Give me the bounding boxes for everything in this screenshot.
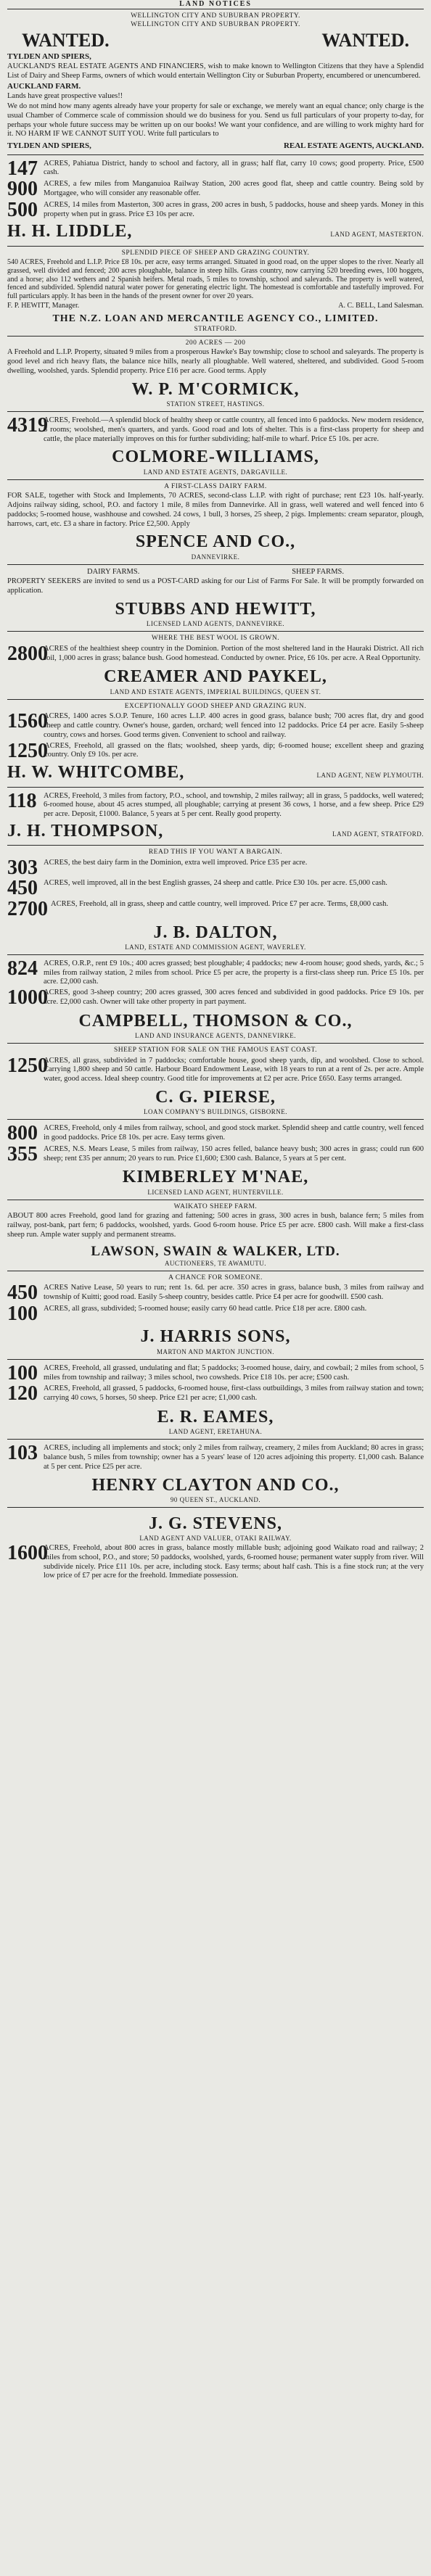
listing xyxy=(7,416,424,444)
ad-stevens xyxy=(7,1508,424,1585)
acres-figure: 120 xyxy=(7,1382,38,1405)
listing-text: ACRES, all grass, subdivided in 7 paddocks; comfortable house, good sheep yards, dip, and woolshed. Close to school. Carrying 1,800 sheep and 50 cattle. Harbour Board Endowment Lease, with 18 years to run at a rent of 2s. per acre. Ample water, good access. Ideal sheep country. Good title for improvements at £2 per acre. Price £650. Easy terms arranged. xyxy=(44,1056,424,1083)
ad-subheading: AUCKLAND FARM. xyxy=(7,81,81,91)
ad-kicker: SHEEP FARMS. xyxy=(292,567,344,576)
ad-signoff xyxy=(7,302,424,310)
firm-name: J. H. THOMPSON, xyxy=(7,821,164,841)
firm-row xyxy=(7,762,424,783)
ad-creamer-paykel xyxy=(7,632,424,699)
firm-address: LAND AGENT, NEW PLYMOUTH. xyxy=(316,772,424,780)
ad-kicker: DAIRY FARMS. xyxy=(87,567,140,576)
firm-address: LAND AGENT, ERETAHUNA. xyxy=(168,1428,263,1436)
acres-figure: 1600 xyxy=(7,1542,48,1564)
firm-address: LAND, ESTATE AND COMMISSION AGENT, WAVERLEY. xyxy=(125,943,306,951)
firm-address: STRATFORD. xyxy=(194,325,237,333)
acres-figure: 4319 xyxy=(7,414,48,437)
firm-name: H. W. WHITCOMBE, xyxy=(7,763,185,783)
signoff-right: REAL ESTATE AGENTS, AUCKLAND. xyxy=(283,141,424,151)
listing xyxy=(7,642,424,665)
ad-campbell-thomson xyxy=(7,955,424,1044)
ad-stubbs-hewitt xyxy=(7,565,424,632)
listing xyxy=(7,739,424,762)
listing-text: ACRES, good 3-sheep country; 200 acres grassed, 300 acres fenced and subdivided in good paddocks. Price £9 10s. per acre. £2,000 cash. Owner will take other property in part payment. xyxy=(44,988,424,1006)
listing-text: ACRES, including all implements and stock; only 2 miles from railway, creamery, 2 miles from Auckland; 80 acres in grass; balance bush, 5 miles from township; owner has a 5 years' lease of 120 acres adjoining this property. £1,000 cash. Balance at 5 per cent. Price £25 per acre. xyxy=(44,1444,424,1471)
ad-paragraph: A Freehold and L.I.P. Property, situated 9 miles from a prosperous Hawke's Bay township; close to school and saleyards. The property is good level and rich heavy flats, the balance nice hills, nearly all ploughable. Well watered, sheltered, and subdivided. Good 5-room dwelling, woolshed, yards. Splendid property. Price £16 per acre. Good terms. Apply xyxy=(7,348,424,375)
ad-kicker: WHERE THE BEST WOOL IS GROWN. xyxy=(151,635,280,643)
ad-spence xyxy=(7,480,424,565)
ad-kicker: WELLINGTON CITY AND SUBURBAN PROPERTY. xyxy=(131,12,300,20)
listing-text: ACRES, Freehold, all grassed on the flats; woolshed, sheep yards, dip; 6-roomed house; excellent sheep and grazing country. Only £9 10s. per acre. xyxy=(44,741,424,759)
listing xyxy=(7,1054,424,1084)
listing-text: ACRES, well improved, all in the best English grasses, 24 sheep and cattle. Price £30 10s. per acre. £5,000 cash. xyxy=(44,879,387,888)
listing-text: ACRES of the healthiest sheep country in the Dominion. Portion of the most sheltered land in the Hauraki District. All rich soil, 1,000 acres in grass; balance bush. Good homestead. Conducted by owner. Price, £6 10s. per acre. A Real Opportunity. xyxy=(44,644,424,662)
listing-text: ACRES, Freehold, about 800 acres in grass, balance mostly millable bush; adjoining good Waikato road and railway; 2 miles from school, P.O., and store; 50 paddocks, woolshed, yards, 6-roomed house; permanent water supply from river. Will subdivide nicely. Price £11 10s. per acre, including stock. Easy terms; about half cash. This is a fine stock run; at the very low price of £7 per acre for the freehold. Immediate possession. xyxy=(44,1544,424,1580)
acres-figure: 500 xyxy=(7,198,38,221)
acres-figure: 100 xyxy=(7,1302,38,1325)
firm-name: CAMPBELL, THOMSON & CO., xyxy=(78,1011,353,1031)
firm-address: LICENSED LAND AGENT, HUNTERVILLE. xyxy=(147,1188,284,1196)
acres-figure: 1560 xyxy=(7,710,48,733)
acres-figure: 450 xyxy=(7,877,38,900)
listing-text: ACRES, Freehold, all grassed, undulating and flat; 5 paddocks; 3-roomed house, dairy, and cowbail; 2 miles from school, 5 miles from township and railway; 3 miles school, two cowsheds. Price £18 10s. per acre; £500 cash. xyxy=(44,1363,424,1382)
ad-paragraph: PROPERTY SEEKERS are invited to send us a POST-CARD asking for our List of Farms For Sale. It will be promptly forwarded on application. xyxy=(7,577,424,595)
wanted-right: WANTED. xyxy=(321,30,409,51)
signoff-right: A. C. BELL, Land Salesman. xyxy=(338,301,424,310)
ad-paragraph: AUCKLAND'S REAL ESTATE AGENTS AND FINANCIERS, wish to make known to Wellington Citizens that they have a Splendid List of Dairy and Sheep Farms, owners of which would entertain Wellington City or Suburban Property, encumbered or unencumbered. xyxy=(7,62,424,80)
ad-eames xyxy=(7,1360,424,1440)
ad-pierse xyxy=(7,1044,424,1120)
ad-harris-sons xyxy=(7,1271,424,1360)
ad-liddle xyxy=(7,155,424,247)
listing xyxy=(7,180,424,199)
listing xyxy=(7,712,424,740)
ad-thompson xyxy=(7,788,424,846)
firm-name: H. H. LIDDLE, xyxy=(7,222,133,242)
acres-figure: 450 xyxy=(7,1281,38,1305)
acres-figure: 2700 xyxy=(7,897,48,920)
listing xyxy=(7,1302,424,1325)
listing-text: ACRES, Freehold, only 4 miles from railway, school, and good stock market. Splendid sheep and cattle country, well fenced in good paddocks. Price £8 10s. per acre. Easy terms given. xyxy=(44,1124,424,1142)
listing xyxy=(7,198,424,221)
ad-lawson-swain xyxy=(7,1200,424,1271)
firm-address: MARTON AND MARTON JUNCTION. xyxy=(156,1347,275,1355)
ad-paragraph: 540 ACRES, Freehold and L.I.P. Price £8 10s. per acre, easy terms arranged. Situated in good road, on the upper slopes to the river. Nearly all grassed, well divided and fenced; 200 acres ploughable, balance in steep hills. Grass country, now carrying 520 breeding ewes, 100 hoggets, and a horse; also 112 wethers and 2 Spanish heifers. Metal roads, 5 miles to township, school and saleyards. The property is well watered, fenced and subdivided. Splendid natural water power for generating electric light. The homestead is comfortable and tastefully improved. For full particulars apply. It has been in the hands of the present owner for over 20 years. xyxy=(7,257,424,301)
firm-name: C. G. PIERSE, xyxy=(155,1087,276,1107)
firm-address: STATION STREET, HASTINGS. xyxy=(166,400,265,408)
firm-name: W. P. M'CORMICK, xyxy=(131,379,300,399)
listing xyxy=(7,1124,424,1144)
listing-text: ACRES, N.S. Mears Lease, 5 miles from railway, 150 acres felled, balance heavy bush; 300 acres in grass; could run 600 sheep; rent £35 per annum; 20 years to run. Price £1,600; £300 cash. Balance, 5 years at 5 per cent. xyxy=(44,1144,424,1163)
ad-paragraph: We do not mind how many agents already have your property for sale or exchange, we merely want an equal chance; only charge is the usual Chamber of Commerce scale of commission should we do business for you. Send us full particulars of your property to-day, for perhaps your whole future success may be written up on our books! We want your confidence, and are willing to work mighty hard for it. NO HARM IF WE CANNOT SUIT YOU. Write full particulars to xyxy=(7,102,424,139)
firm-address: LAND AGENT AND VALUER, OTAKI RAILWAY. xyxy=(139,1535,292,1543)
listing xyxy=(7,879,424,899)
newspaper-page xyxy=(7,0,424,1590)
signoff-left: TYLDEN AND SPIERS, xyxy=(7,141,91,151)
firm-row xyxy=(7,821,424,842)
listing xyxy=(7,157,424,180)
acres-figure: 147 xyxy=(7,157,38,180)
firm-address: LAND AND ESTATE AGENTS, DARGAVILLE. xyxy=(143,468,288,476)
firm-address: LAND AGENT, MASTERTON. xyxy=(330,231,424,239)
firm-line: TYLDEN AND SPIERS, xyxy=(7,51,91,61)
listing xyxy=(7,856,424,879)
acres-figure: 824 xyxy=(7,957,38,980)
firm-name: THE N.Z. LOAN AND MERCANTILE AGENCY CO., LIMITED. xyxy=(52,313,379,324)
ad-colmore-williams xyxy=(7,412,424,480)
wanted-left: WANTED. xyxy=(22,30,110,51)
listing xyxy=(7,1544,424,1581)
acres-figure: 118 xyxy=(7,789,37,812)
firm-address: LOAN COMPANY'S BUILDINGS, GISBORNE. xyxy=(143,1108,288,1116)
acres-figure: 355 xyxy=(7,1142,38,1165)
acres-figure: 103 xyxy=(7,1442,38,1465)
listing-text: ACRES, Pahiatua District, handy to school and factory, all in grass; half flat, carry 10 cows; good property. Price, £500 cash. xyxy=(44,159,424,177)
signoff-left: F. P. HEWITT, Manager. xyxy=(7,301,80,310)
firm-address: LAND AND INSURANCE AGENTS, DANNEVIRKE. xyxy=(135,1032,296,1040)
ad-kicker: A CHANCE FOR SOMEONE. xyxy=(168,1273,263,1281)
listing-text: ACRES, Freehold, all grassed, 5 paddocks, 6-roomed house, first-class outbuildings, 3 miles from railway station and town; carrying 40 cows, 5 horses, 50 sheep. Price £21 per acre; £1,000 cash. xyxy=(44,1384,424,1403)
ad-kicker-row xyxy=(7,568,424,577)
ad-kicker: 200 ACRES — 200 xyxy=(185,339,246,347)
acres-figure: 1250 xyxy=(7,739,48,762)
listing-text: ACRES, 1400 acres S.O.P. Tenure, 160 acres L.I.P. 400 acres in good grass, balance bush; 700 acres flat, dry and good sheep and cattle country. Owner's house, garden, orchard; well fenced into 12 paddocks. Price £4 per acre. Easily 5-sheep country, cows and horses. Good terms given. Convenient to school and railway. xyxy=(44,712,424,739)
listing-text: ACRES, Freehold.—A splendid block of healthy sheep or cattle country, all fenced into 6 paddocks. New modern residence, 8 rooms; woolshed, men's quarters, and yards. Good road and lots of shelter. This is a first-class property for sheep and cattle, the place materially improves on this for further subdividing; half-mile to wharf. Price £5 10s. per acre. xyxy=(44,416,424,443)
ad-nz-loan xyxy=(7,247,424,337)
ad-kimberley-mnae xyxy=(7,1120,424,1200)
firm-name: CREAMER AND PAYKEL, xyxy=(104,667,327,687)
listing xyxy=(7,1281,424,1305)
ad-kicker: SHEEP STATION FOR SALE ON THE FAMOUS EAST COAST. xyxy=(113,1046,318,1054)
firm-address: DANNEVIRKE. xyxy=(191,553,240,561)
ad-kicker: EXCEPTIONALLY GOOD SHEEP AND GRAZING RUN. xyxy=(124,702,307,710)
firm-row xyxy=(7,221,424,242)
acres-figure: 800 xyxy=(7,1122,38,1145)
listing xyxy=(7,1444,424,1471)
page-header: LAND NOTICES xyxy=(7,0,424,9)
firm-name: J. G. STEVENS, xyxy=(148,1514,283,1533)
listing xyxy=(7,897,424,920)
firm-name: E. R. EAMES, xyxy=(157,1407,274,1427)
ad-mccormick xyxy=(7,337,424,412)
firm-name: LAWSON, SWAIN & WALKER, LTD. xyxy=(91,1243,340,1259)
listing-text: ACRES, Freehold, 3 miles from factory, P.O., school, and township, 2 miles railway; all in grass, 5 paddocks, well watered; 6-roomed house, about 45 acres stumped, all ploughable; carrying at present 36 cows, 1 horse, and a few sheep. Price £29 per acre. Deposit, £1000. Balance, 5 years at 5 per cent. Really good property. xyxy=(44,791,424,819)
listing-text: ACRES, all grass, subdivided; 5-roomed house; easily carry 60 head cattle. Price £18 per acre. £800 cash. xyxy=(44,1304,367,1313)
listing xyxy=(7,988,424,1008)
ad-kicker: WELLINGTON CITY AND SUBURBAN PROPERTY. xyxy=(131,20,300,28)
listing-text: ACRES, a few miles from Manganuioa Railway Station, 200 acres good flat, sheep and cattle country. Being sold by Mortgagee, who will consider any reasonable offer. xyxy=(44,180,424,198)
ad-tylden-spiers xyxy=(7,9,424,155)
ad-kicker: READ THIS IF YOU WANT A BARGAIN. xyxy=(148,849,283,856)
listing xyxy=(7,1384,424,1404)
firm-address: LAND AGENT, STRATFORD. xyxy=(332,830,424,838)
ad-dalton xyxy=(7,846,424,955)
listing-text: ACRES, Freehold, all in grass, sheep and cattle country, well improved. Price £7 per acre. Terms, £8,000 cash. xyxy=(51,899,388,908)
wanted-heading xyxy=(7,29,424,52)
ad-kicker: SPLENDID PIECE OF SHEEP AND GRAZING COUNTRY. xyxy=(121,249,310,257)
ad-paragraph: FOR SALE, together with Stock and Implements, 70 ACRES, second-class L.I.P. with right of purchase; rent £23 10s. half-yearly. Adjoins railway siding, school, P.O. and factory 1 mile, 8 miles from Dannevirke. All in grass, well watered and well fenced into 6 paddocks; 5-roomed house, washhouse and cowshed. 24 cows, 1 bull, 3 horses, 25 sheep, 2 pigs. Implements: cream separator, plough, harrows, cart, etc. £3 a share in factory. Price £2,500. Apply xyxy=(7,492,424,528)
ad-kicker: WAIKATO SHEEP FARM. xyxy=(173,1202,258,1210)
acres-figure: 303 xyxy=(7,856,38,879)
firm-address: 90 QUEEN ST., AUCKLAND. xyxy=(170,1495,261,1503)
ad-signoff xyxy=(7,141,424,151)
ad-paragraph: ABOUT 800 acres Freehold, good land for grazing and fattening; 500 acres in grass, 300 acres in bush, balance fern; 5 miles from railway, post-bank, part fern; 6 paddocks, woolshed, yards. Good 6-room house. Price £5 per acre. £800 cash. Will make a first-class sheep run. Ample water supply and permanent streams. xyxy=(7,1212,424,1239)
listing xyxy=(7,789,424,820)
listing-text: ACRES Native Lease, 50 years to run; rent 1s. 6d. per acre. 350 acres in grass, balance bush, 3 miles from railway and township of Kuitti; good road. Easily 5-sheep country, besides cattle. Price £4 per acre for goodwill. £500 cash. xyxy=(44,1284,424,1302)
firm-name: KIMBERLEY M'NAE, xyxy=(122,1168,309,1187)
firm-address: AUCTIONEERS, TE AWAMUTU. xyxy=(164,1259,267,1267)
acres-figure: 2800 xyxy=(7,642,48,665)
listing-text: ACRES, O.R.P., rent £9 10s.; 400 acres grassed; best ploughable; 4 paddocks; new 4-room house; good sheds, yards, &c.; 5 miles from railway station, 2 miles from school. Price £5 per acre, the property is a first-class sheep run. Price £5 10s. per acre. £2,000 cash. xyxy=(44,959,424,986)
ad-whitcombe xyxy=(7,700,424,788)
firm-name: HENRY CLAYTON AND CO., xyxy=(91,1475,340,1495)
firm-name: SPENCE AND CO., xyxy=(135,532,296,552)
listing-text: ACRES, the best dairy farm in the Dominion, extra well improved. Price £35 per acre. xyxy=(44,858,308,867)
firm-address: LICENSED LAND AGENTS, DANNEVIRKE. xyxy=(146,620,285,628)
firm-name: COLMORE-WILLIAMS, xyxy=(112,447,319,467)
ad-clayton xyxy=(7,1440,424,1508)
acres-figure: 900 xyxy=(7,178,38,201)
acres-figure: 1250 xyxy=(7,1054,48,1077)
listing xyxy=(7,1142,424,1165)
listing-text: ACRES, 14 miles from Masterton, 300 acres in grass, 200 acres in bush, 5 paddocks, house and sheep yards. Money in this property when put in grass. Price £3 10s per acre. xyxy=(44,200,424,218)
ad-kicker: A FIRST-CLASS DAIRY FARM. xyxy=(164,482,267,490)
listing xyxy=(7,959,424,987)
firm-name: J. HARRIS SONS, xyxy=(140,1327,291,1347)
firm-address: LAND AND ESTATE AGENTS, IMPERIAL BUILDINGS, QUEEN ST. xyxy=(110,688,321,695)
ad-paragraph: Lands have great prospective values!! xyxy=(7,92,123,101)
listing xyxy=(7,1361,424,1384)
acres-figure: 1000 xyxy=(7,986,48,1010)
acres-figure: 100 xyxy=(7,1361,38,1384)
firm-name: J. B. DALTON, xyxy=(153,922,278,942)
firm-name: STUBBS AND HEWITT, xyxy=(115,600,316,619)
